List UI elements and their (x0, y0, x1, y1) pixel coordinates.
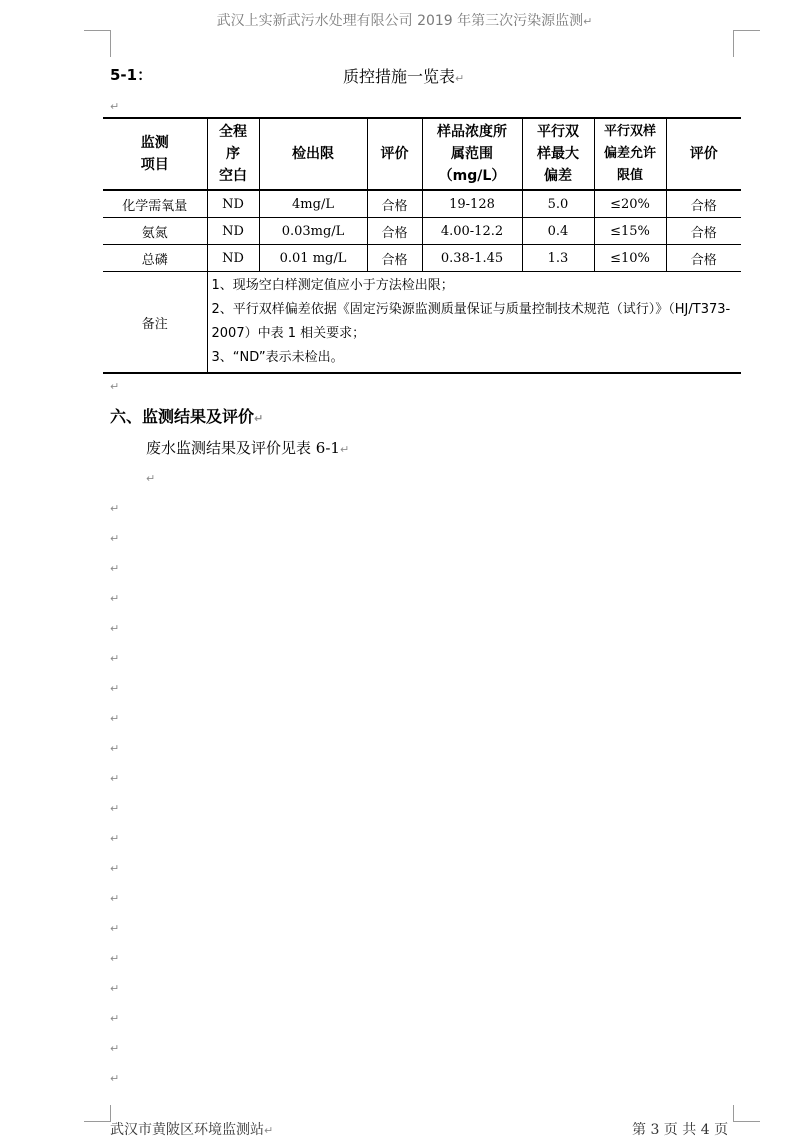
table-cell: 化学需氧量 (103, 190, 207, 218)
note-item: 1、现场空白样测定值应小于方法检出限； (211, 278, 454, 293)
qc-measures-table (103, 117, 741, 374)
table-cell: 总磷 (103, 245, 207, 272)
paragraph-mark: ↵ (110, 772, 120, 785)
crop-mark-bottom-right (733, 1105, 760, 1122)
table-row (103, 245, 741, 272)
header-cell: 平行双 样最大 偏差 (522, 118, 594, 190)
notes-row (103, 272, 741, 374)
table-cell: 0.38-1.45 (422, 245, 522, 272)
header-cell: 样品浓度所 属范围 （mg/L） (422, 118, 522, 190)
table-cell: 合格 (367, 245, 422, 272)
table-cell: 19-128 (422, 190, 522, 218)
header-cell: 全程 序 空白 (207, 118, 259, 190)
table-cell: 合格 (367, 218, 422, 245)
table-cell: 0.01 mg/L (259, 245, 367, 272)
table-cell: 5.0 (522, 190, 594, 218)
paragraph-mark: ↵ (110, 532, 120, 545)
header-cell: 检出限 (259, 118, 367, 190)
paragraph-mark: ↵ (110, 802, 120, 815)
paragraph-mark: ↵ (110, 652, 120, 665)
paragraph-mark: ↵ (110, 622, 120, 635)
header-cell: 评价 (367, 118, 422, 190)
table-cell: 0.4 (522, 218, 594, 245)
table-cell: 4.00-12.2 (422, 218, 522, 245)
table-cell: 合格 (666, 190, 741, 218)
paragraph-mark: ↵ (110, 862, 120, 875)
paragraph-mark: ↵ (110, 922, 120, 935)
table-title: 质控措施一览表↵ (343, 67, 465, 86)
crop-mark-top-left (84, 30, 111, 57)
paragraph-mark: ↵ (110, 1012, 120, 1025)
table-cell: ND (207, 245, 259, 272)
table-cell: 0.03mg/L (259, 218, 367, 245)
note-item: 2、平行双样偏差依据《固定污染源监测质量保证与质量控制技术规范（试行）》（HJ/T373-2007）中表 1 相关要求； (211, 302, 731, 341)
paragraph-mark: ↵ (110, 952, 120, 965)
paragraph-mark: ↵ (110, 1072, 120, 1085)
crop-mark-bottom-left (84, 1105, 111, 1122)
table-cell: 合格 (367, 190, 422, 218)
paragraph-mark: ↵ (146, 472, 156, 485)
notes-label: 备注 (103, 272, 207, 374)
notes-content (207, 272, 741, 374)
table-cell: 氨氮 (103, 218, 207, 245)
crop-mark-top-right (733, 30, 760, 57)
paragraph-mark: ↵ (583, 15, 593, 28)
table-row (103, 218, 741, 245)
paragraph-mark: ↵ (110, 562, 120, 575)
table-header-row (103, 118, 741, 190)
table-cell: ND (207, 218, 259, 245)
table-cell: ≤20% (594, 190, 666, 218)
table-cell: 1.3 (522, 245, 594, 272)
table-number: 5-1： (110, 66, 153, 84)
page-header (0, 10, 809, 30)
table-cell: 4mg/L (259, 190, 367, 218)
section-heading: 六、监测结果及评价↵ (110, 407, 264, 426)
paragraph-mark: ↵ (110, 380, 120, 393)
table-cell: 合格 (666, 245, 741, 272)
table-row (103, 190, 741, 218)
paragraph-mark: ↵ (110, 682, 120, 695)
paragraph-mark: ↵ (110, 100, 120, 113)
paragraph-mark: ↵ (110, 892, 120, 905)
table-cell: ND (207, 190, 259, 218)
table-caption (110, 64, 740, 88)
paragraph-mark: ↵ (110, 712, 120, 725)
paragraph-mark: ↵ (110, 592, 120, 605)
table-cell: 合格 (666, 218, 741, 245)
footer-page-number: 第 3 页 共 4 页 (632, 1122, 729, 1138)
paragraph-mark: ↵ (110, 832, 120, 845)
table-cell: ≤10% (594, 245, 666, 272)
note-item: 3、“ND”表示未检出。 (211, 350, 344, 365)
page-header-text: 武汉上实新武污水处理有限公司 2019 年第三次污染源监测 (216, 13, 584, 29)
footer-organization: 武汉市黄陂区环境监测站↵ (110, 1122, 274, 1138)
table-cell: ≤15% (594, 218, 666, 245)
paragraph-mark: ↵ (110, 742, 120, 755)
paragraph-mark: ↵ (110, 982, 120, 995)
header-cell: 评价 (666, 118, 741, 190)
header-cell: 监测 项目 (103, 118, 207, 190)
paragraph-mark: ↵ (110, 1042, 120, 1055)
header-cell: 平行双样 偏差允许 限值 (594, 118, 666, 190)
paragraph-mark: ↵ (110, 502, 120, 515)
section-body-text: 废水监测结果及评价见表 6-1↵ (146, 439, 350, 457)
